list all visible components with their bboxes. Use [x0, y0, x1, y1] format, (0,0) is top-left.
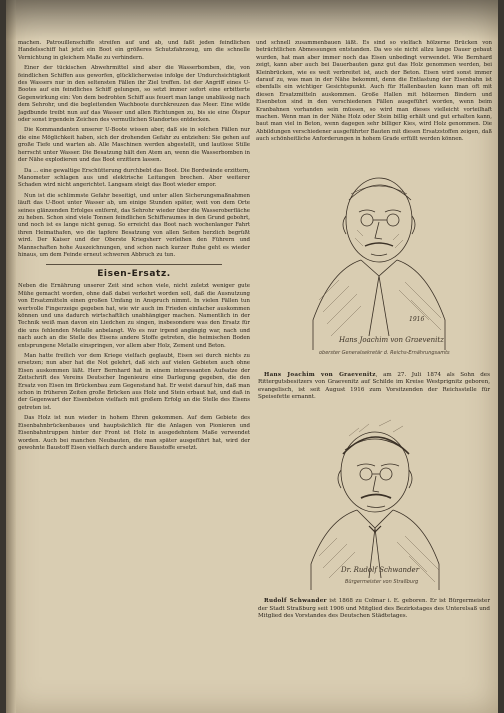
right-column — [256, 40, 492, 710]
caption-name: Rudolf Schwander — [264, 598, 327, 605]
article-paragraph: Einer der tückischen Abwehrmittel sind aber die Wasserbomben, die, von feindlichen Schiffen aus geworfen, glücklicherweise infolge der Undurchsichtigkeit des Wassers nur in den seltensten Fällen ihr Ziel treffen. Ist der Angriff eines U-Bootes auf ein feindliches Schiff gelungen, so setzt immer sofort eine erbitterte Gegenwirkung ein: Von dem bedrohten Schiff aus feuert man lange unablässig nach dem Sehrohr, und die begleitenden Wachboote durchkreuzen das Meer. Eine wilde Jagdbunde treibt nun auf das Wasser und allen Richtungen zu, bis sie eine Ölspur oder sonst irgendein Zeichen des vermutlichen Standortes entdecken. — [18, 65, 250, 124]
portrait-caption — [258, 372, 490, 402]
portrait-subcaption: Bürgermeister von Straßburg — [345, 579, 419, 586]
portrait-schwander — [279, 406, 469, 594]
caption-text: , am 27. Juli 1874 als Sohn des Rittergutsbesitzers von Graevenitz auf Schilde im Kreise Westprignitz geboren, evangelisch, ist seit August 1916 zum Vorsitzenden der Reichsstelle für Speisefette ernannt. — [258, 371, 490, 401]
section-paragraph: Man hatte freilich vor dem Kriege vielfach geglaubt, Eisen sei durch nichts zu ersetzen; nun aber hat die Not gelehrt, daß sich auf vielen Gebieten auch ohne Eisen auskommen läßt. Herr Bernhard hat in einem interessanten Aufsatze der Zeitschrift des Vereins Deutscher Ingenieure eine Darlegung gegeben, die den Ersatz von Eisen im Brückenbau zum Gegenstand hat. Er weist darauf hin, daß man schon in früheren Zeiten große Brücken aus Holz und Stein erbaut hat, und daß in der Gegenwart der Eisenbeton vielfach mit großem Erfolg an die Stelle des Eisens getreten ist. — [18, 353, 250, 411]
article-paragraph: und schnell zusammenbauen läßt. Es sind so vielfach hölzerne Brücken von beträchtlichen Abmessungen entstanden. Da wo sie nicht allzu lange Dauer gebaut wurden, hat man aber immer noch das Eisen unbedingt verwendet. Wie Bernhard zeigt, kann aber auch bei Dauerbauten ganz gut das Holz genommen werden, bei Kleinbrücken, wie es weit verbreitet ist, auch der Beton. Eisen wird sonst immer darauf zu, was man in der Nähe bekommt, denn die Entlastung der Eisenbahn ist ebenfalls ein wichtiger Gesichtspunkt. Auch für Hallenbauten kann man oft mit diesen Ersatzmitteln auskommen. Große Hallen mit hölzernen Bindern und Eisenbeton sind in den verschiedenen Fällen ausgeführt worden, wenn beim Kranbahnen vorhanden sein müssen, so wird man dieses vielleicht vorteilhaft machen. Wenn man in der Nähe Holz oder Stein billig erhält und gut erhalten kann, baut man viel in Beton, wenn dagegen sehr billiger Kies, wird Holz genommen. Die Abbildungen verschiedener ausgeführter Bauten mit diesen Ersatzstoffen zeigen, daß auch schönheitliche Anforderungen in hohem Grade erfüllt werden können. — [256, 40, 492, 143]
page-spine-shadow — [6, 0, 16, 713]
section-paragraph: Das Holz ist nun wieder in hohem Ehren gekommen. Auf dem Gebiete des Eisenbahnbrückenbaues und hauptsächlich für die Anlagen von Pionieren und Eisenbahntruppen hinter der Front ist Holz in ausgedehntem Maße verwendet worden. Auch bei manchen Neubauten, die man später ausgeführt hat, wird der gewohnte Baustoff Eisen vielfach durch andere Baustoffe ersetzt. — [18, 415, 250, 451]
portrait-signature: Hans Joachim von Graevenitz — [339, 335, 444, 344]
article-paragraph: Da ... eine gewaltige Erschütterung durchbebt das Boot. Die Bordwände erzittern, Manometer schlagen aus und elektrische Leitungen brechen. Aber weiterer Schaden wird nicht angerichtet. Langsam steigt das Boot wieder empor. — [18, 167, 250, 189]
page-top-shadow — [6, 0, 498, 40]
article-paragraph: machen. Patrouillenschiffe streifen auf und ab, und faßt jeden feindlichen Handelsschiff hat jetzt ein Boot ein größeres Schutzfahrzeug, um die schnelle Vernichtung in gleichem Maße zu verhindern. — [18, 40, 250, 61]
portrait-graevenitz — [279, 150, 469, 368]
portrait-signature: Dr. Rudolf Schwander — [341, 566, 420, 575]
caption-name: Hans Joachim von Graevenitz — [264, 371, 376, 378]
portrait-caption — [258, 598, 490, 621]
section-paragraph: Neben die Ernährung unserer Zeit sind schon viele, nicht zuletzt weniger gute Mühe gemacht worden, ohne daß dabei verkehrt worden soll, daß die Ausnutzung von Ersatzmitteln einen großen Umfang in Anspruch nimmt. In vielen Fällen tun wertvolle Fingerzeige gegeben hat, wie wir auch im Frieden einfacher auskommen können und uns dadurch wirtschaftlich unabhängiger machen. Namentlich in der Technik weiß man davon ein Liedchen zu singen, insbesondere was den Ersatz für die uns fehlenden Metalle anbelangt. Wo es nur irgend angängig war, nach und nach auch an die Stelle des Eisens andere Stoffe getreten, die heimischen Boden entsprungene Metalle einspringen, vor allem aber Holz, Zement und Beton. — [18, 283, 250, 349]
caption-text: ist 1868 zu Colmar i. E. geboren. Er ist Bürgermeister der Stadt Straßburg seit 1906 und Mitglied des Bezirkstages des Unterelsaß und Mitglied des Vorstandes des Deutschen Städtetages. — [258, 598, 490, 620]
article-paragraph: Die Kommandanten unserer U-Boote wissen aber, daß sie in solchen Fällen nur die eine Möglichkeit haben, sich der drohenden Gefahr zu entziehen: Sie gehen auf große Tiefe und warten ab. Alle Maschinen werden abgestellt, und lautlose Stille herrscht unter Wasser. Die Besatzung hält den Atem an, wenn die Wasserbomben in der Nähe explodieren und das Boot erzittern lassen. — [18, 127, 250, 164]
section-divider — [46, 264, 222, 265]
left-column — [18, 40, 250, 710]
section-heading: Eisen-Ersatz. — [97, 269, 171, 280]
article-paragraph: Nun ist die schlimmste Gefahr beseitigt, und unter allen Sicherungsmaßnahmen läuft das U-Boot unter Wasser ab, um einige Stunden später, weit von dem Orte seines glänzenden Erfolges entfernt, das Sehrohr wieder über die Wasseroberfläche zu heben. Schon sind viele Tonnen feindlichen Schiffsraumes in den Grund gebohrt, und noch ist es lange nicht genug. So erreicht das Boot nach wochenlanger Fahrt ihren Heimathafen, wo die tapfere Besatzung von allen Seiten herzlich begrüßt wird. Der Kaiser und der Oberste Kriegsherr verleihen den Führern und Mannschaften hohe Auszeichnungen, und schon nach kurzer Ruhe geht es wieder hinaus, um dem Feinde erneut schweren Abbruch zu tun. — [18, 192, 250, 258]
newspaper-page — [6, 0, 498, 713]
portrait-subcaption: oberster Generalsekretär d. Reichs-Ernährungsamts — [319, 349, 450, 356]
portrait-date: 1916 — [409, 315, 425, 323]
